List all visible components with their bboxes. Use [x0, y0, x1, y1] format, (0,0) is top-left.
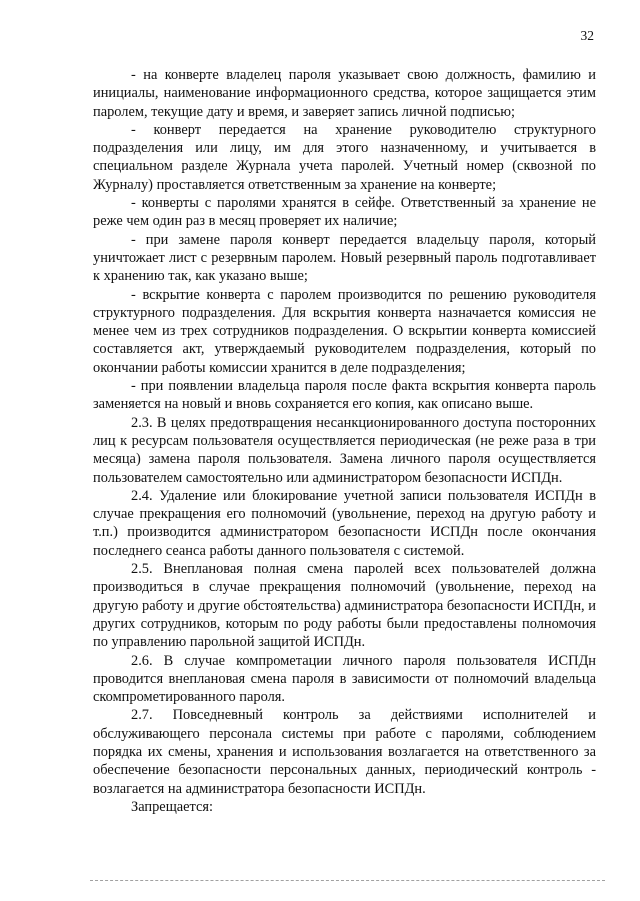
paragraph-2-4: 2.4. Удаление или блокирование учетной записи пользователя ИСПДн в случае прекращения его полномочий (увольнение, переход на другую работу и т.п.) производится администратором безопасности ИСПДн после окончания последнего сеанса работы данного пользователя с системой. [93, 487, 596, 559]
paragraph-envelope-opening: - вскрытие конверта с паролем производится по решению руководителя структурного подразделения. Для вскрытия конверта назначается комиссия не менее чем из трех сотрудников подразделения. О вскрытии конверта комиссией составляется акт, утверждаемый руководителем подразделения, который по окончании работы комиссии хранится в деле подразделения; [93, 286, 596, 376]
scan-artifact-line [90, 880, 605, 881]
page-number: 32 [580, 28, 594, 43]
document-body [93, 66, 596, 816]
paragraph-owner-return: - при появлении владельца пароля после факта вскрытия конверта пароль заменяется на новый и вновь сохраняется его копия, как описано выше. [93, 378, 596, 413]
paragraph-2-3: 2.3. В целях предотвращения несанкционированного доступа посторонних лиц к ресурсам пользователя осуществляется периодическая (не реже раза в три месяца) замена пароля пользователя. Замена личного пароля осуществляется пользователем самостоятельно или администратором безопасности ИСПДн. [93, 414, 596, 486]
paragraph-envelope-storage: - конверт передается на хранение руководителю структурного подразделения или лицу, им для этого назначенному, и учитывается в специальном разделе Журнала учета паролей. Учетный номер (сквозной по Журналу) проставляется ответственным за хранение на конверте; [93, 121, 596, 193]
paragraph-2-7: 2.7. Повседневный контроль за действиями исполнителей и обслуживающего персонала системы при работе с паролями, соблюдением порядка их смены, хранения и использования возлагается на ответственного за обеспечение безопасности персональных данных, периодический контроль - возлагается на администратора безопасности ИСПДн. [93, 707, 596, 797]
paragraph-prohibited-heading: Запрещается: [131, 798, 214, 815]
paragraph-safe-storage: - конверты с паролями хранятся в сейфе. Ответственный за хранение не реже чем один раз в месяц проверяет их наличие; [93, 195, 596, 230]
paragraph-password-replacement: - при замене пароля конверт передается владельцу пароля, который уничтожает лист с резервным паролем. Новый резервный пароль подготавливает к хранению так, как указано выше; [93, 231, 596, 285]
paragraph-2-6: 2.6. В случае компрометации личного пароля пользователя ИСПДн проводится внеплановая смена пароля в зависимости от полномочий владельца скомпрометированного пароля. [93, 652, 596, 706]
paragraph-2-5: 2.5. Внеплановая полная смена паролей всех пользователей должна производиться в случае прекращения полномочий (увольнение, переход на другую работу и другие обстоятельства) администратора безопасности ИСПДн, и других сотрудников, которым по роду работы были предоставлены полномочия по управлению парольной защитой ИСПДн. [93, 561, 596, 651]
paragraph-envelope-marking: - на конверте владелец пароля указывает свою должность, фамилию и инициалы, наименование информационного средства, которое защищается этим паролем, текущие дату и время, и заверяет запись личной подписью; [93, 67, 596, 120]
